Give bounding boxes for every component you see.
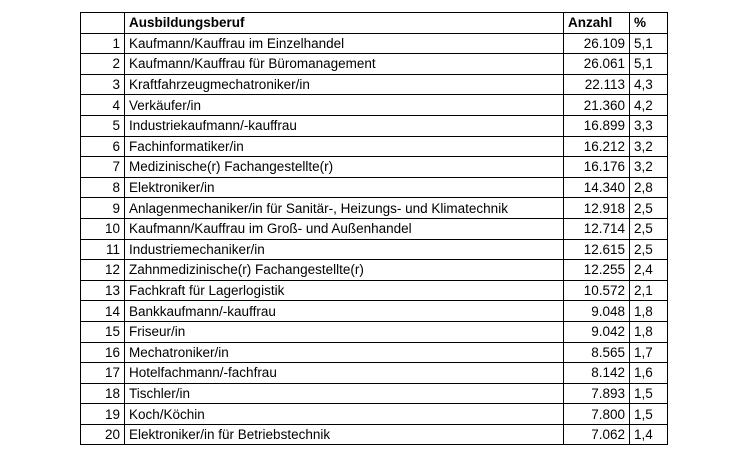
percent-cell: 2,5	[630, 198, 668, 219]
occupation-cell: Friseur/in	[125, 321, 564, 342]
occupation-cell: Medizinische(r) Fachangestellte(r)	[125, 157, 564, 178]
percent-cell: 3,3	[630, 115, 668, 136]
rank-cell: 18	[81, 383, 125, 404]
table-row	[81, 74, 668, 95]
table-row	[81, 383, 668, 404]
percent-cell: 1,4	[630, 424, 668, 445]
table-row	[81, 363, 668, 384]
percent-cell: 2,5	[630, 218, 668, 239]
table-row	[81, 157, 668, 178]
rank-cell: 10	[81, 218, 125, 239]
table-row	[81, 95, 668, 116]
count-cell: 12.255	[564, 260, 630, 281]
rank-cell: 13	[81, 280, 125, 301]
percent-cell: 1,5	[630, 404, 668, 425]
table-row	[81, 404, 668, 425]
count-cell: 16.176	[564, 157, 630, 178]
header-row	[81, 13, 668, 34]
count-cell: 9.048	[564, 301, 630, 322]
occupation-cell: Elektroniker/in für Betriebstechnik	[125, 424, 564, 445]
count-cell: 12.918	[564, 198, 630, 219]
percent-cell: 4,3	[630, 74, 668, 95]
count-cell: 21.360	[564, 95, 630, 116]
table-row	[81, 260, 668, 281]
rank-cell: 11	[81, 239, 125, 260]
table-row	[81, 136, 668, 157]
occupation-cell: Verkäufer/in	[125, 95, 564, 116]
table-header	[81, 13, 668, 34]
rank-cell: 3	[81, 74, 125, 95]
count-cell: 7.800	[564, 404, 630, 425]
count-cell: 10.572	[564, 280, 630, 301]
percent-cell: 1,6	[630, 363, 668, 384]
count-cell: 12.714	[564, 218, 630, 239]
table-row	[81, 280, 668, 301]
table-row	[81, 115, 668, 136]
occupation-cell: Kaufmann/Kauffrau für Büromanagement	[125, 54, 564, 75]
rank-cell: 15	[81, 321, 125, 342]
table-row	[81, 239, 668, 260]
count-cell: 8.142	[564, 363, 630, 384]
percent-cell: 5,1	[630, 33, 668, 54]
table-row	[81, 301, 668, 322]
percent-cell: 2,8	[630, 177, 668, 198]
table-row	[81, 54, 668, 75]
occupation-cell: Fachinformatiker/in	[125, 136, 564, 157]
count-cell: 8.565	[564, 342, 630, 363]
percent-cell: 5,1	[630, 54, 668, 75]
occupation-cell: Industriemechaniker/in	[125, 239, 564, 260]
table-row	[81, 198, 668, 219]
rank-cell: 9	[81, 198, 125, 219]
occupation-cell: Kaufmann/Kauffrau im Einzelhandel	[125, 33, 564, 54]
count-cell: 14.340	[564, 177, 630, 198]
table-row	[81, 342, 668, 363]
occupation-cell: Fachkraft für Lagerlogistik	[125, 280, 564, 301]
occupation-cell: Zahnmedizinische(r) Fachangestellte(r)	[125, 260, 564, 281]
count-cell: 16.899	[564, 115, 630, 136]
percent-cell: 4,2	[630, 95, 668, 116]
percent-cell: 2,1	[630, 280, 668, 301]
rank-cell: 19	[81, 404, 125, 425]
occupation-cell: Elektroniker/in	[125, 177, 564, 198]
percent-cell: 1,7	[630, 342, 668, 363]
rank-cell: 4	[81, 95, 125, 116]
rank-cell: 20	[81, 424, 125, 445]
rank-cell: 14	[81, 301, 125, 322]
occupation-cell: Hotelfachmann/-fachfrau	[125, 363, 564, 384]
occupation-cell: Koch/Köchin	[125, 404, 564, 425]
rank-cell: 16	[81, 342, 125, 363]
count-cell: 26.061	[564, 54, 630, 75]
percent-cell: 3,2	[630, 157, 668, 178]
table-row	[81, 424, 668, 445]
percent-cell: 1,8	[630, 301, 668, 322]
count-cell: 12.615	[564, 239, 630, 260]
header-count: Anzahl	[564, 13, 630, 34]
occupation-cell: Mechatroniker/in	[125, 342, 564, 363]
count-cell: 9.042	[564, 321, 630, 342]
count-cell: 16.212	[564, 136, 630, 157]
occupation-ranking-table	[80, 12, 668, 445]
header-rank	[81, 13, 125, 34]
rank-cell: 12	[81, 260, 125, 281]
count-cell: 22.113	[564, 74, 630, 95]
header-occupation: Ausbildungsberuf	[125, 13, 564, 34]
table-row	[81, 218, 668, 239]
rank-cell: 6	[81, 136, 125, 157]
percent-cell: 2,5	[630, 239, 668, 260]
header-percent: %	[630, 13, 668, 34]
count-cell: 26.109	[564, 33, 630, 54]
percent-cell: 1,8	[630, 321, 668, 342]
table-row	[81, 177, 668, 198]
table-row	[81, 33, 668, 54]
table-body	[81, 33, 668, 445]
rank-cell: 8	[81, 177, 125, 198]
percent-cell: 3,2	[630, 136, 668, 157]
occupation-cell: Bankkaufmann/-kauffrau	[125, 301, 564, 322]
occupation-cell: Kraftfahrzeugmechatroniker/in	[125, 74, 564, 95]
rank-cell: 7	[81, 157, 125, 178]
occupation-cell: Tischler/in	[125, 383, 564, 404]
rank-cell: 5	[81, 115, 125, 136]
occupation-cell: Kaufmann/Kauffrau im Groß- und Außenhandel	[125, 218, 564, 239]
occupation-cell: Industriekaufmann/-kauffrau	[125, 115, 564, 136]
table-row	[81, 321, 668, 342]
rank-cell: 2	[81, 54, 125, 75]
percent-cell: 1,5	[630, 383, 668, 404]
occupation-cell: Anlagenmechaniker/in für Sanitär-, Heizungs- und Klimatechnik	[125, 198, 564, 219]
rank-cell: 1	[81, 33, 125, 54]
percent-cell: 2,4	[630, 260, 668, 281]
rank-cell: 17	[81, 363, 125, 384]
count-cell: 7.062	[564, 424, 630, 445]
count-cell: 7.893	[564, 383, 630, 404]
